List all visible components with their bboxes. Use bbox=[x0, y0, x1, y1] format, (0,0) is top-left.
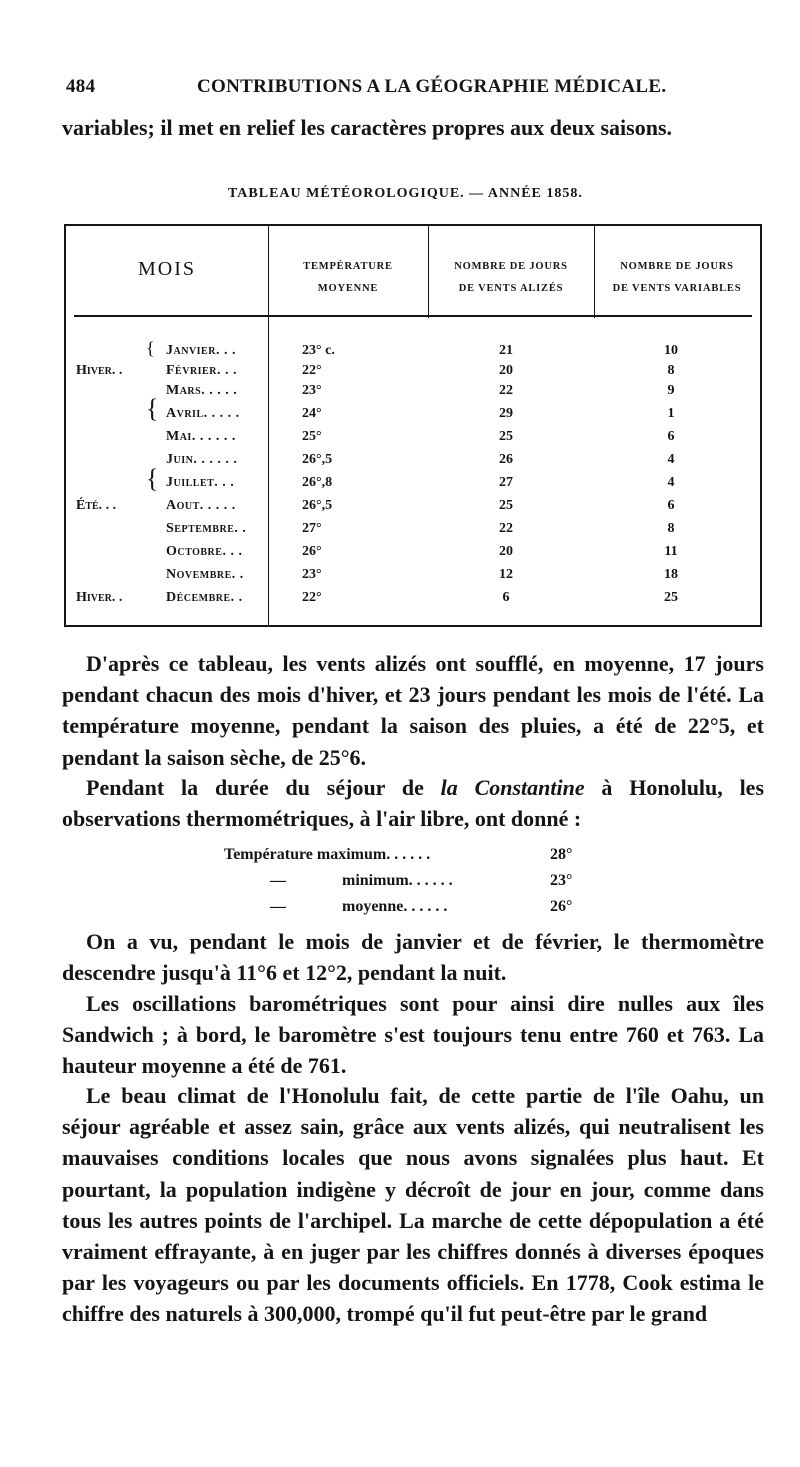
table-row: Hiver. . Décembre. . 22° 6 25 bbox=[76, 590, 678, 605]
table-row: Novembre. . 23° 12 18 bbox=[166, 567, 678, 582]
paragraph-2-after: à Honolulu, les observations thermométriques, à l'air libre, ont donné : bbox=[62, 775, 765, 832]
brace: { bbox=[146, 464, 159, 493]
header-variables bbox=[594, 256, 760, 300]
table-caption: TABLEAU MÉTÉOROLOGIQUE. — ANNÉE 1858. bbox=[228, 186, 583, 201]
table-row: Mai. . . . . . 25° 25 6 bbox=[166, 429, 675, 444]
paragraph-5: Le beau climat de l'Honolulu fait, de cette partie de l'île Oahu, un séjour agréable et assez sain, grâce aux vents alizés, qui neutralisent les mauvaises conditions locales que nous avons signalées plus haut. Et pourtant, la population indigène y décroît de jour en jour, comme dans tous les autres points de l'archipel. La marche de cette dépopulation a été vraiment effrayante, à en juger par les chiffres donnés à diverses époques par les voyageurs ou par les documents officiels. En 1778, Cook estima le chiffre des naturels à 300,000, trompé qu'il fut peut-être par le grand bbox=[62, 1083, 764, 1327]
table-row: Mars. . . . . 23° 22 9 bbox=[166, 383, 675, 398]
running-title: CONTRIBUTIONS A LA GÉOGRAPHIE MÉDICALE. bbox=[197, 76, 667, 97]
header-variables-line2: DE VENTS VARIABLES bbox=[612, 283, 742, 294]
paragraph-3: On a vu, pendant le mois de janvier et de février, le thermomètre descendre jusqu'à 11°6 et 12°2, pendant la nuit. bbox=[62, 929, 764, 986]
table-row: Juin. . . . . . 26°,5 26 4 bbox=[166, 452, 675, 467]
paragraph-4: Les oscillations barométriques sont pour ainsi dire nulles aux îles Sandwich ; à bord, le baromètre s'est toujours tenu entre 760 et 763. La hauteur moyenne a été de 761. bbox=[62, 991, 764, 1079]
intro-paragraph: variables; il met en relief les caractères propres aux deux saisons. bbox=[62, 115, 673, 140]
header-alizes bbox=[428, 256, 594, 300]
table-row: Septembre. . 27° 22 8 bbox=[166, 521, 675, 536]
table-row: Janvier. . . 23° c. 21 10 bbox=[166, 343, 678, 358]
table-row: Juillet. . . 26°,8 27 4 bbox=[166, 475, 675, 490]
header-alizes-line2: DE VENTS ALIZÉS bbox=[458, 283, 564, 294]
table-row: Été. . . Aout. . . . . 26°,5 25 6 bbox=[76, 498, 675, 513]
header-rule bbox=[74, 315, 752, 317]
table-row: Avril. . . . . 24° 29 1 bbox=[166, 406, 675, 421]
meteorological-table bbox=[64, 224, 762, 627]
paragraph-2 bbox=[62, 772, 764, 834]
header-temperature-line2: MOYENNE bbox=[317, 283, 379, 294]
header-mois: MOIS bbox=[137, 258, 196, 280]
paragraph-1: D'après ce tableau, les vents alizés ont soufflé, en moyenne, 17 jours pendant chacun des mois d'hiver, et 23 jours pendant les mois de l'été. La température moyenne, pendant la saison des pluies, a été de 22°5, et pendant la saison sèche, de 25°6. bbox=[62, 651, 764, 770]
brace: { bbox=[146, 338, 155, 358]
header-variables-line1: NOMBRE DE JOURS bbox=[620, 261, 734, 272]
header-temperature bbox=[268, 256, 428, 300]
ship-name: la Constantine bbox=[440, 775, 585, 800]
header-alizes-line1: NOMBRE DE JOURS bbox=[454, 261, 568, 272]
observation-row: Température maximum. . . . . . 28° bbox=[224, 846, 573, 863]
table-row: Octobre. . . 26° 20 11 bbox=[166, 544, 678, 559]
table-row: Hiver. . Février. . . 22° 20 8 bbox=[76, 363, 675, 378]
observation-row: — minimum. . . . . . 23° bbox=[270, 872, 573, 889]
brace: { bbox=[146, 394, 159, 423]
paragraph-2-before: Pendant la durée du séjour de bbox=[86, 775, 441, 800]
observation-row: — moyenne. . . . . . 26° bbox=[270, 898, 573, 915]
page-number: 484 bbox=[66, 76, 96, 97]
header-temperature-line1: TEMPÉRATURE bbox=[303, 261, 393, 272]
